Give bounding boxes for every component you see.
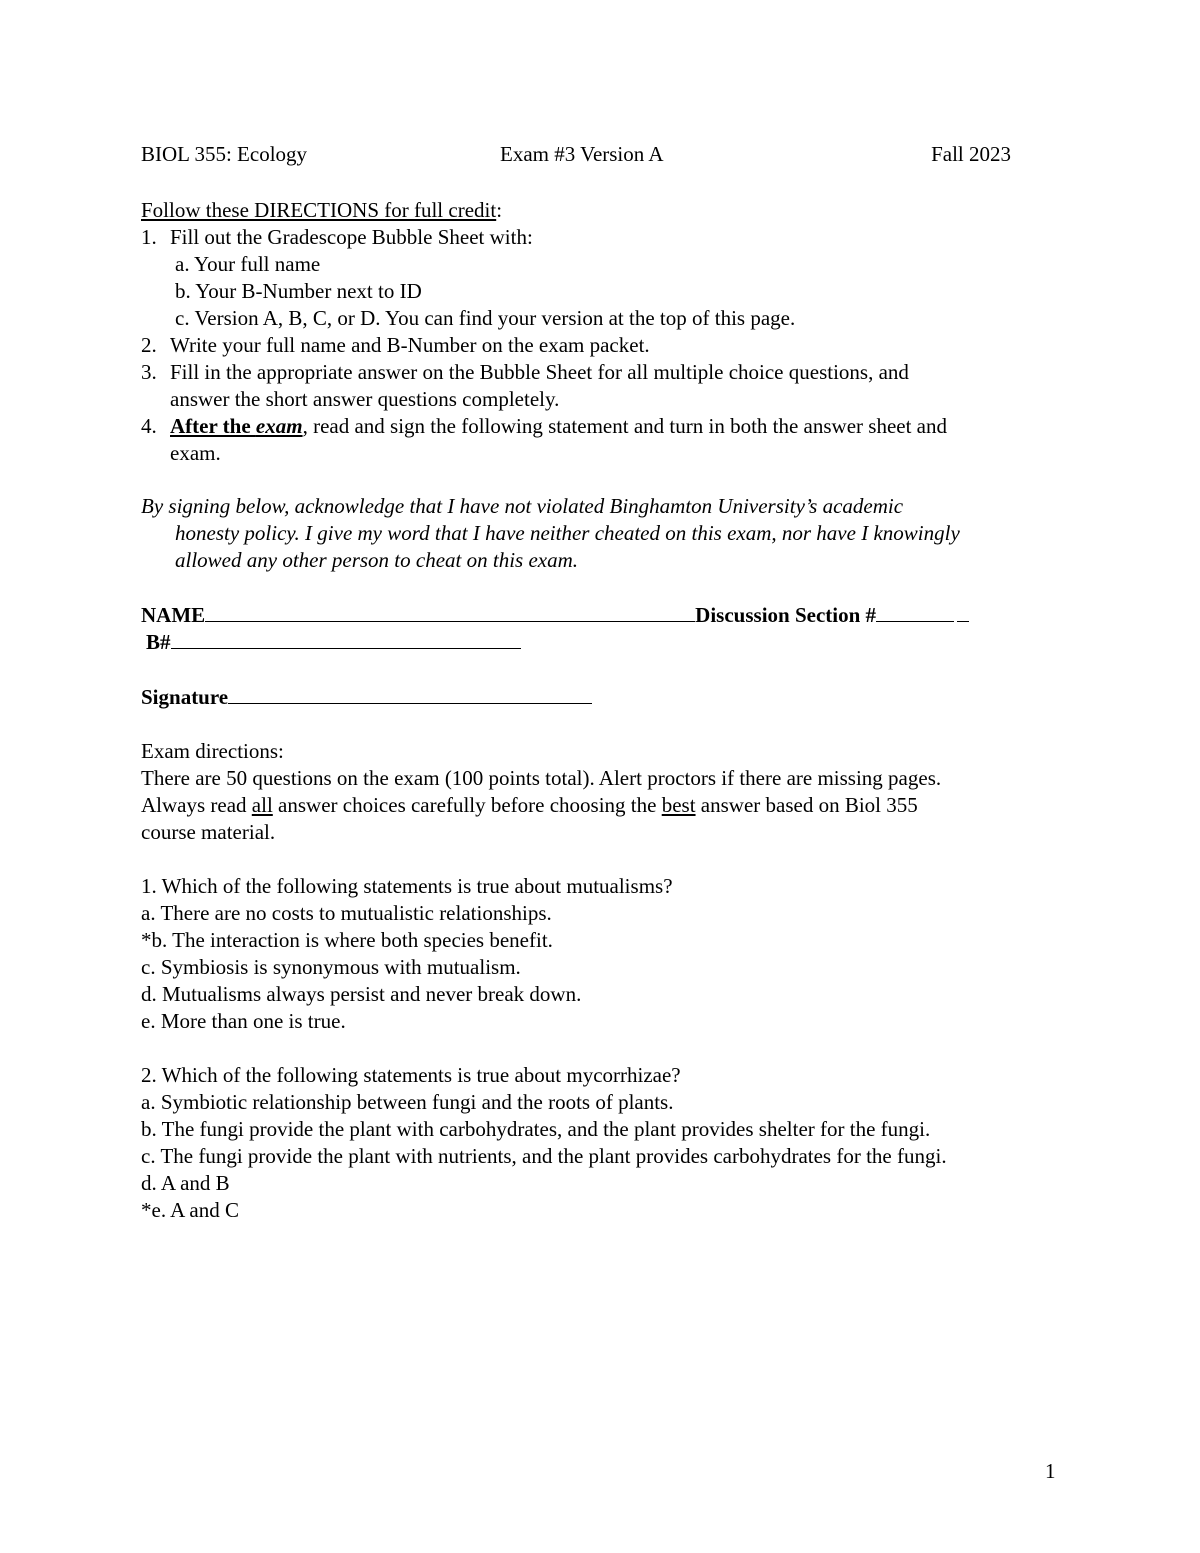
answer-option: d. Mutualisms always persist and never break down. xyxy=(141,982,582,1006)
direction-item-continued: answer the short answer questions completely. xyxy=(170,387,560,411)
answer-option: c. The fungi provide the plant with nutrients, and the plant provides carbohydrates for the fungi. xyxy=(141,1144,947,1168)
section-field[interactable] xyxy=(876,602,954,622)
exam-title: Exam #3 Version A xyxy=(500,142,664,166)
direction-item: 3. Fill in the appropriate answer on the Bubble Sheet for all multiple choice questions, and xyxy=(141,360,909,384)
question-prompt: 2. Which of the following statements is true about mycorrhizae? xyxy=(141,1063,681,1087)
name-field[interactable] xyxy=(205,602,581,622)
page-header xyxy=(141,141,1011,168)
name-row xyxy=(141,602,969,629)
answer-option: d. A and B xyxy=(141,1171,230,1195)
answer-option: a. There are no costs to mutualistic relationships. xyxy=(141,901,552,925)
signature-field[interactable] xyxy=(228,684,592,704)
answer-option: *b. The interaction is where both species benefit. xyxy=(141,928,553,952)
section-label: Discussion Section # xyxy=(695,603,877,627)
answer-option: c. Symbiosis is synonymous with mutualism. xyxy=(141,955,521,979)
answer-option: e. More than one is true. xyxy=(141,1009,346,1033)
direction-subitem: c. Version A, B, C, or D. You can find your version at the top of this page. xyxy=(175,306,796,330)
directions-title: Follow these DIRECTIONS for full credit: xyxy=(141,198,503,222)
question-2 xyxy=(141,1062,1071,1224)
direction-item: 4. After the exam, read and sign the following statement and turn in both the answer sheet and xyxy=(141,414,947,438)
exam-directions: Exam directions: There are 50 questions on the exam (100 points total). Alert proctors if there are missing pages. Always read all answer choices carefully before choosing the best answer based on Biol 355 course material. xyxy=(141,739,942,844)
signature-row xyxy=(141,684,592,711)
answer-option: *e. A and C xyxy=(141,1198,239,1222)
honesty-statement: By signing below, acknowledge that I have not violated Binghamton University’s academic honesty policy. I give my word that I have neither cheated on this exam, nor have I knowingly allowed any other person to cheat on this exam. xyxy=(141,494,960,572)
page-number: 1 xyxy=(1045,1459,1056,1483)
direction-subitem: b. Your B-Number next to ID xyxy=(175,279,422,303)
answer-option: a. Symbiotic relationship between fungi and the roots of plants. xyxy=(141,1090,674,1114)
name-label: NAME xyxy=(141,603,206,627)
direction-item: 1. Fill out the Gradescope Bubble Sheet with: xyxy=(141,225,533,249)
bnumber-row xyxy=(146,629,521,656)
signature-label: Signature xyxy=(141,685,229,709)
direction-item-continued: exam. xyxy=(170,441,221,465)
course-title: BIOL 355: Ecology xyxy=(141,142,308,166)
question-1 xyxy=(141,873,1071,1035)
section-field-extension[interactable] xyxy=(957,602,969,622)
bnumber-field[interactable] xyxy=(171,629,521,649)
direction-item: 2. Write your full name and B-Number on the exam packet. xyxy=(141,333,650,357)
answer-option: b. The fungi provide the plant with carbohydrates, and the plant provides shelter for the fungi. xyxy=(141,1117,931,1141)
direction-subitem: a. Your full name xyxy=(175,252,321,276)
bnumber-label: B# xyxy=(146,630,171,654)
exam-term: Fall 2023 xyxy=(931,142,1011,166)
question-prompt: 1. Which of the following statements is true about mutualisms? xyxy=(141,874,673,898)
name-field-extension[interactable] xyxy=(581,602,695,622)
directions-section xyxy=(141,197,1071,467)
